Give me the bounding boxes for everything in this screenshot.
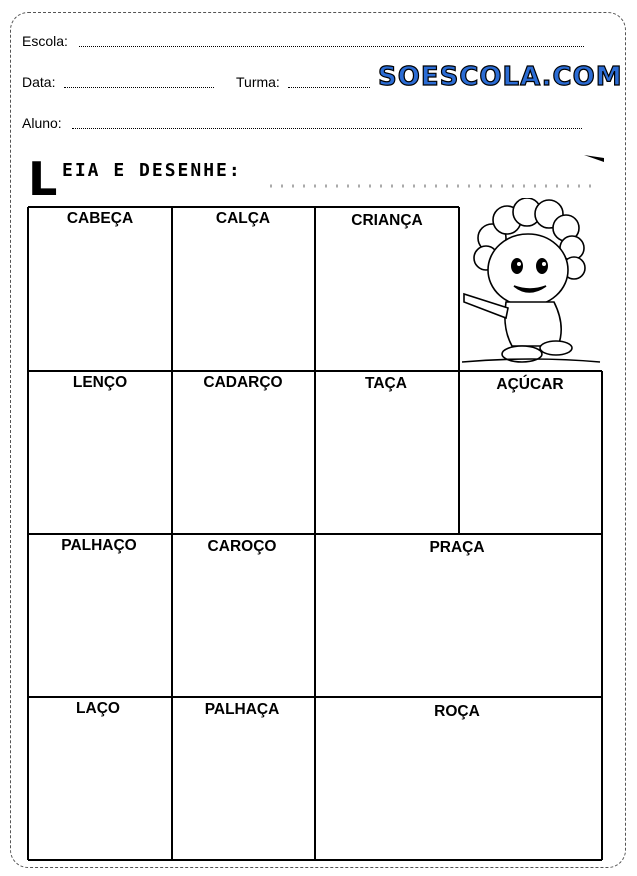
date-field[interactable] [64, 87, 214, 88]
school-label: Escola: [22, 33, 68, 49]
worksheet-border [10, 12, 626, 868]
school-field[interactable] [79, 46, 584, 47]
title-initial: L [28, 152, 58, 206]
class-field[interactable] [288, 87, 370, 88]
word-lenco: LENÇO [72, 374, 128, 391]
word-cabeca: CABEÇA [66, 210, 134, 227]
activity-title: EIA E DESENHE: [62, 160, 242, 181]
word-praca: PRAÇA [429, 539, 485, 556]
word-acucar: AÇÚCAR [496, 376, 564, 393]
word-palhaco: PALHAÇO [61, 537, 137, 554]
word-laco: LAÇO [76, 700, 120, 717]
word-palhaca: PALHAÇA [204, 701, 280, 718]
date-label: Data: [22, 74, 56, 90]
word-taca: TAÇA [365, 375, 407, 392]
word-calca: CALÇA [215, 210, 271, 227]
word-caroco: CAROÇO [207, 538, 277, 555]
student-field[interactable] [72, 128, 582, 129]
class-label: Turma: [236, 74, 280, 90]
word-roca: ROÇA [434, 703, 480, 720]
site-logo: SOESCOLA.COM [378, 62, 623, 92]
word-crianca: CRIANÇA [351, 212, 423, 229]
child-illustration [462, 198, 602, 368]
student-label: Aluno: [22, 115, 62, 131]
word-cadarco: CADARÇO [203, 374, 283, 391]
